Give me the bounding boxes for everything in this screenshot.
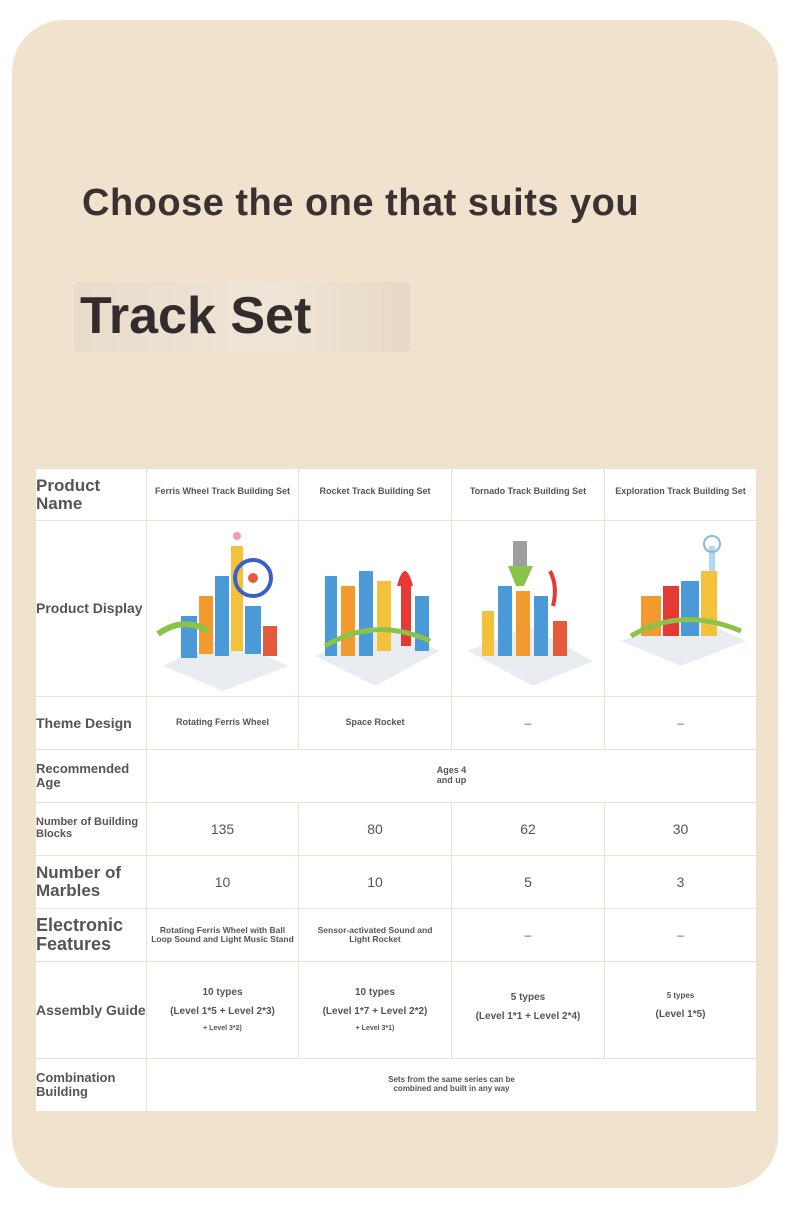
product-name-4: Exploration Track Building Set: [605, 469, 757, 521]
assembly-types-2: 10 types: [354, 987, 396, 999]
theme-1: Rotating Ferris Wheel: [147, 697, 299, 750]
row-electronic: [36, 909, 757, 962]
exploration-set-image: [611, 526, 751, 691]
label-combination: Combination Building: [36, 1059, 147, 1112]
electronic-4: –: [605, 909, 757, 962]
ferris-wheel-set-image: [153, 526, 293, 691]
assembly-4: [605, 962, 757, 1059]
assembly-types-3: 5 types: [510, 992, 546, 1003]
comparison-table: [35, 468, 757, 1112]
row-combination: [36, 1059, 757, 1112]
marbles-1: 10: [147, 856, 299, 909]
assembly-extra-1: + Level 3*2): [203, 1025, 242, 1033]
row-building-blocks: [36, 803, 757, 856]
assembly-extra-2: + Level 3*1): [355, 1025, 395, 1033]
marbles-4: 3: [605, 856, 757, 909]
label-theme-design: Theme Design: [36, 697, 147, 750]
assembly-levels-3: (Level 1*1 + Level 2*4): [475, 1011, 581, 1022]
product-image-2: [299, 521, 452, 697]
recommended-age-value: [147, 750, 757, 803]
product-image-3: [452, 521, 605, 697]
row-marbles: [36, 856, 757, 909]
age-text: Ages 4 and up: [436, 765, 467, 785]
product-image-4: [605, 521, 757, 697]
section-title: Track Set: [80, 287, 312, 345]
product-name-3: Tornado Track Building Set: [452, 469, 605, 521]
assembly-types-1: 10 types: [202, 987, 243, 999]
assembly-1: [147, 962, 299, 1059]
row-recommended-age: [36, 750, 757, 803]
assembly-levels-1: (Level 1*5 + Level 2*3): [170, 1006, 275, 1018]
blocks-2: 80: [299, 803, 452, 856]
label-product-name: Product Name: [36, 469, 147, 521]
label-building-blocks: Number of Building Blocks: [36, 803, 147, 856]
assembly-levels-2: (Level 1*7 + Level 2*2): [322, 1006, 428, 1018]
theme-2: Space Rocket: [299, 697, 452, 750]
combination-value: [147, 1059, 757, 1112]
product-name-2: Rocket Track Building Set: [299, 469, 452, 521]
marbles-3: 5: [452, 856, 605, 909]
product-image-1: [147, 521, 299, 697]
row-theme-design: [36, 697, 757, 750]
assembly-2: [299, 962, 452, 1059]
label-recommended-age: Recommended Age: [36, 750, 147, 803]
electronic-1: Rotating Ferris Wheel with Ball Loop Sound and Light Music Stand: [147, 909, 299, 962]
label-marbles: Number of Marbles: [36, 856, 147, 909]
product-name-1: Ferris Wheel Track Building Set: [147, 469, 299, 521]
assembly-3: [452, 962, 605, 1059]
row-assembly: [36, 962, 757, 1059]
theme-4: –: [605, 697, 757, 750]
theme-3: –: [452, 697, 605, 750]
label-product-display: Product Display: [36, 521, 147, 697]
tornado-set-image: [458, 526, 598, 691]
page-title: Choose the one that suits you: [82, 182, 640, 224]
marbles-2: 10: [299, 856, 452, 909]
electronic-2: Sensor-activated Sound and Light Rocket: [299, 909, 452, 962]
label-assembly: Assembly Guide: [36, 962, 147, 1059]
blocks-4: 30: [605, 803, 757, 856]
electronic-3: –: [452, 909, 605, 962]
blocks-3: 62: [452, 803, 605, 856]
row-product-name: [36, 469, 757, 521]
combination-text: Sets from the same series can be combined and built in any way: [388, 1075, 515, 1093]
assembly-types-4: 5 types: [666, 991, 695, 1000]
rocket-set-image: [305, 526, 445, 691]
blocks-1: 135: [147, 803, 299, 856]
label-electronic: Electronic Features: [36, 909, 147, 962]
assembly-levels-4: (Level 1*5): [655, 1008, 706, 1020]
row-product-display: [36, 521, 757, 697]
